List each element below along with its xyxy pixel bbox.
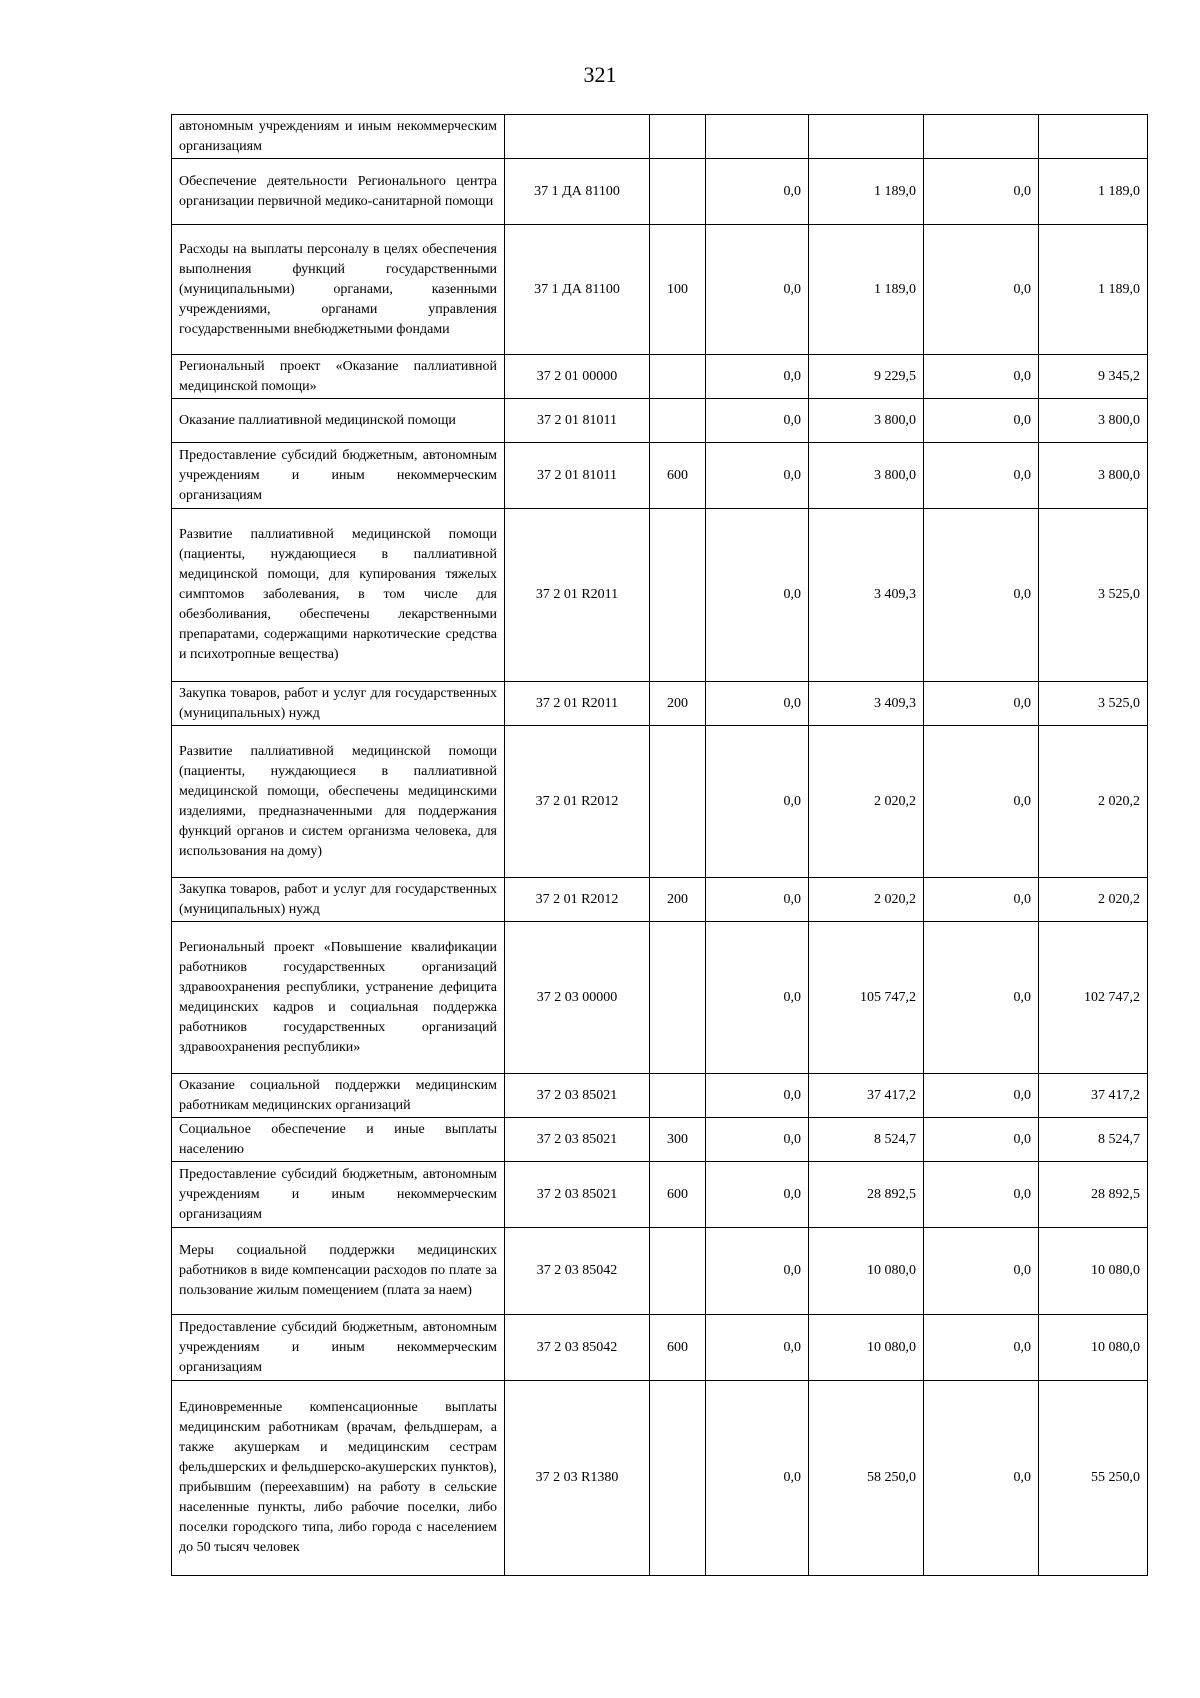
cell-value-3: 0,0 [924, 159, 1039, 225]
cell-code: 37 2 01 R2012 [505, 726, 650, 878]
cell-value-2: 28 892,5 [809, 1162, 924, 1228]
table-row [172, 1228, 1148, 1315]
cell-code: 37 2 03 85042 [505, 1315, 650, 1381]
cell-code: 37 2 01 R2011 [505, 509, 650, 682]
cell-value-4: 9 345,2 [1039, 355, 1148, 399]
cell-expense-type: 600 [650, 1162, 706, 1228]
cell-code: 37 2 01 81011 [505, 443, 650, 509]
cell-value-3: 0,0 [924, 1074, 1039, 1118]
table-row [172, 509, 1148, 682]
cell-value-3: 0,0 [924, 509, 1039, 682]
cell-value-4: 37 417,2 [1039, 1074, 1148, 1118]
cell-value-4: 3 525,0 [1039, 682, 1148, 726]
cell-value-1: 0,0 [706, 1315, 809, 1381]
cell-value-2: 3 800,0 [809, 399, 924, 443]
cell-value-2: 3 409,3 [809, 509, 924, 682]
cell-expense-type: 600 [650, 443, 706, 509]
table-row [172, 443, 1148, 509]
cell-description: Единовременные компенсационные выплаты медицинским работникам (врачам, фельдшерам, а также акушеркам и медицинским сестрам фельдшерских и фельдшерско-акушерских пунктов), прибывшим (переехавшим) на работу в сельские населенные пункты, либо рабочие поселки, либо поселки городского типа, либо города с населением до 50 тысяч человек [172, 1381, 505, 1576]
cell-value-2: 9 229,5 [809, 355, 924, 399]
cell-value-2: 10 080,0 [809, 1228, 924, 1315]
cell-value-1: 0,0 [706, 1381, 809, 1576]
cell-description: Закупка товаров, работ и услуг для государственных (муниципальных) нужд [172, 878, 505, 922]
cell-value-1: 0,0 [706, 225, 809, 355]
cell-value-4: 10 080,0 [1039, 1315, 1148, 1381]
cell-description: Расходы на выплаты персоналу в целях обеспечения выполнения функций государственными (муниципальными) органами, казенными учреждениями, органами управления государственными внебюджетными фондами [172, 225, 505, 355]
cell-value-3: 0,0 [924, 355, 1039, 399]
cell-value-1: 0,0 [706, 443, 809, 509]
cell-value-3: 0,0 [924, 878, 1039, 922]
cell-value-3: 0,0 [924, 682, 1039, 726]
cell-code: 37 2 01 00000 [505, 355, 650, 399]
cell-value-2: 58 250,0 [809, 1381, 924, 1576]
cell-expense-type: 300 [650, 1118, 706, 1162]
cell-value-1: 0,0 [706, 878, 809, 922]
cell-value-4 [1039, 115, 1148, 159]
cell-value-4: 102 747,2 [1039, 922, 1148, 1074]
cell-value-3: 0,0 [924, 1228, 1039, 1315]
cell-expense-type [650, 1074, 706, 1118]
cell-expense-type [650, 1228, 706, 1315]
table-row [172, 1315, 1148, 1381]
cell-code: 37 2 01 81011 [505, 399, 650, 443]
cell-expense-type [650, 159, 706, 225]
cell-description: автономным учреждениям и иным некоммерческим организациям [172, 115, 505, 159]
cell-description: Меры социальной поддержки медицинских работников в виде компенсации расходов по плате за пользование жилым помещением (плата за наем) [172, 1228, 505, 1315]
table-row [172, 1162, 1148, 1228]
cell-description: Оказание социальной поддержки медицинским работникам медицинских организаций [172, 1074, 505, 1118]
cell-code [505, 115, 650, 159]
table-row [172, 1381, 1148, 1576]
cell-value-3: 0,0 [924, 1381, 1039, 1576]
table-row [172, 355, 1148, 399]
cell-value-2: 8 524,7 [809, 1118, 924, 1162]
cell-description: Развитие паллиативной медицинской помощи (пациенты, нуждающиеся в паллиативной медицинской помощи, для купирования тяжелых симптомов заболевания, в том числе для обезболивания, обеспечены лекарственными препаратами, содержащими наркотические средства и психотропные вещества) [172, 509, 505, 682]
cell-description: Оказание паллиативной медицинской помощи [172, 399, 505, 443]
cell-expense-type: 100 [650, 225, 706, 355]
cell-value-3: 0,0 [924, 922, 1039, 1074]
table-row [172, 878, 1148, 922]
cell-expense-type: 200 [650, 878, 706, 922]
table-row [172, 225, 1148, 355]
table-row [172, 159, 1148, 225]
cell-value-4: 1 189,0 [1039, 225, 1148, 355]
cell-code: 37 2 03 R1380 [505, 1381, 650, 1576]
cell-value-4: 2 020,2 [1039, 878, 1148, 922]
cell-expense-type: 600 [650, 1315, 706, 1381]
cell-expense-type [650, 726, 706, 878]
cell-expense-type [650, 922, 706, 1074]
cell-expense-type: 200 [650, 682, 706, 726]
cell-value-2: 10 080,0 [809, 1315, 924, 1381]
cell-value-4: 3 800,0 [1039, 443, 1148, 509]
cell-description: Социальное обеспечение и иные выплаты населению [172, 1118, 505, 1162]
cell-value-1: 0,0 [706, 509, 809, 682]
cell-value-3: 0,0 [924, 225, 1039, 355]
cell-value-4: 3 525,0 [1039, 509, 1148, 682]
cell-value-4: 55 250,0 [1039, 1381, 1148, 1576]
cell-value-1: 0,0 [706, 1074, 809, 1118]
cell-value-1: 0,0 [706, 159, 809, 225]
cell-value-4: 28 892,5 [1039, 1162, 1148, 1228]
table-row [172, 726, 1148, 878]
cell-description: Закупка товаров, работ и услуг для государственных (муниципальных) нужд [172, 682, 505, 726]
cell-value-2: 2 020,2 [809, 878, 924, 922]
cell-description: Предоставление субсидий бюджетным, автономным учреждениям и иным некоммерческим организациям [172, 1162, 505, 1228]
cell-description: Предоставление субсидий бюджетным, автономным учреждениям и иным некоммерческим организациям [172, 1315, 505, 1381]
cell-code: 37 2 01 R2012 [505, 878, 650, 922]
cell-value-3: 0,0 [924, 1162, 1039, 1228]
cell-code: 37 2 03 85021 [505, 1118, 650, 1162]
cell-expense-type [650, 1381, 706, 1576]
cell-value-2: 3 409,3 [809, 682, 924, 726]
cell-description: Предоставление субсидий бюджетным, автономным учреждениям и иным некоммерческим организациям [172, 443, 505, 509]
table-row [172, 922, 1148, 1074]
cell-value-4: 3 800,0 [1039, 399, 1148, 443]
cell-value-4: 2 020,2 [1039, 726, 1148, 878]
cell-expense-type [650, 509, 706, 682]
cell-value-2: 1 189,0 [809, 159, 924, 225]
cell-code: 37 1 ДА 81100 [505, 159, 650, 225]
cell-value-1: 0,0 [706, 1162, 809, 1228]
table-row [172, 682, 1148, 726]
table-row [172, 1074, 1148, 1118]
cell-value-1: 0,0 [706, 922, 809, 1074]
cell-value-1: 0,0 [706, 682, 809, 726]
cell-value-3: 0,0 [924, 1118, 1039, 1162]
cell-description: Развитие паллиативной медицинской помощи (пациенты, нуждающиеся в паллиативной медицинской помощи, обеспечены медицинскими изделиями, предназначенными для поддержания функций органов и систем организма человека, для использования на дому) [172, 726, 505, 878]
cell-code: 37 1 ДА 81100 [505, 225, 650, 355]
cell-value-1: 0,0 [706, 1228, 809, 1315]
cell-description: Региональный проект «Оказание паллиативной медицинской помощи» [172, 355, 505, 399]
cell-value-2 [809, 115, 924, 159]
cell-code: 37 2 03 00000 [505, 922, 650, 1074]
cell-value-3: 0,0 [924, 399, 1039, 443]
cell-expense-type [650, 355, 706, 399]
cell-value-1: 0,0 [706, 726, 809, 878]
cell-value-3: 0,0 [924, 726, 1039, 878]
cell-value-3 [924, 115, 1039, 159]
budget-table [171, 114, 1148, 1576]
cell-description: Обеспечение деятельности Регионального центра организации первичной медико-санитарной помощи [172, 159, 505, 225]
cell-value-4: 1 189,0 [1039, 159, 1148, 225]
cell-value-2: 3 800,0 [809, 443, 924, 509]
cell-value-4: 10 080,0 [1039, 1228, 1148, 1315]
cell-code: 37 2 03 85021 [505, 1162, 650, 1228]
cell-value-2: 105 747,2 [809, 922, 924, 1074]
table-row [172, 399, 1148, 443]
cell-value-4: 8 524,7 [1039, 1118, 1148, 1162]
page-number: 321 [583, 62, 617, 87]
table-row [172, 1118, 1148, 1162]
cell-value-1: 0,0 [706, 1118, 809, 1162]
cell-value-2: 37 417,2 [809, 1074, 924, 1118]
cell-expense-type [650, 115, 706, 159]
cell-value-1: 0,0 [706, 399, 809, 443]
table-body [172, 115, 1148, 1576]
cell-code: 37 2 01 R2011 [505, 682, 650, 726]
table-row [172, 115, 1148, 159]
cell-value-2: 1 189,0 [809, 225, 924, 355]
cell-value-3: 0,0 [924, 1315, 1039, 1381]
cell-code: 37 2 03 85021 [505, 1074, 650, 1118]
cell-value-3: 0,0 [924, 443, 1039, 509]
cell-description: Региональный проект «Повышение квалификации работников государственных организаций здравоохранения республики, устранение дефицита медицинских кадров и социальная поддержка работников государственных организаций здравоохранения республики» [172, 922, 505, 1074]
cell-code: 37 2 03 85042 [505, 1228, 650, 1315]
cell-value-2: 2 020,2 [809, 726, 924, 878]
cell-value-1: 0,0 [706, 355, 809, 399]
cell-expense-type [650, 399, 706, 443]
cell-value-1 [706, 115, 809, 159]
